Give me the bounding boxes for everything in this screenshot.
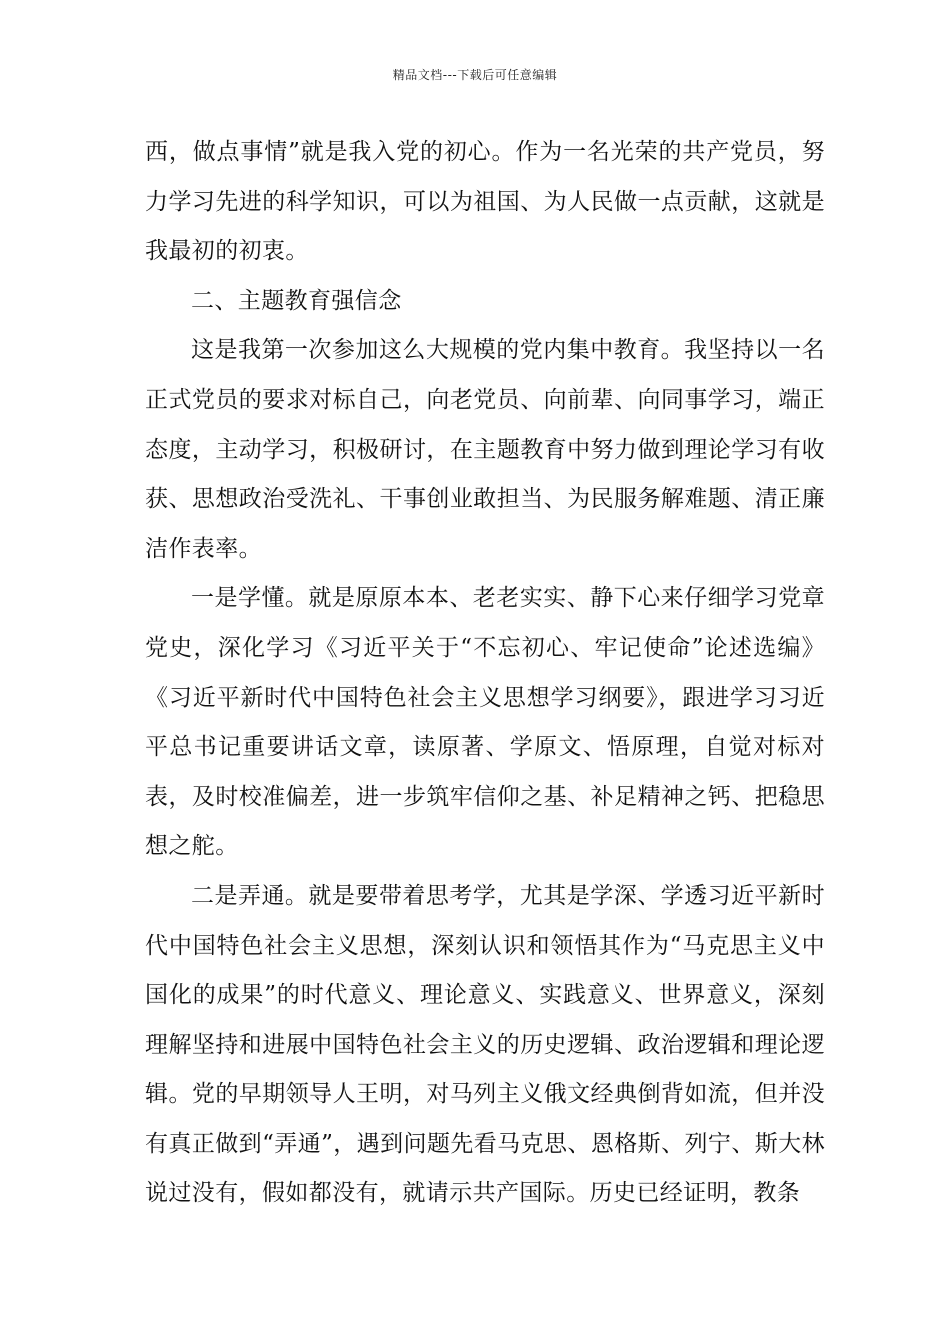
page-header: 精品文档---下载后可任意编辑 [392,68,558,82]
document-body [145,128,825,1219]
paragraph-continuation: 西，做点事情”就是我入党的初心。作为一名光荣的共产党员，努力学习先进的科学知识，可以为祖国、为人民做一点贡献，这就是我最初的初衷。 [145,139,825,265]
paragraph-point-two: 二是弄通。就是要带着思考学，尤其是学深、学透习近平新时代中国特色社会主义思想，深刻认识和领悟其作为“马克思主义中国化的成果”的时代意义、理论意义、实践意义、世界意义，深刻理解坚持和进展中国特色社会主义的历史逻辑、政治逻辑和理论逻辑。党的早期领导人王明，对马列主义俄文经典倒背如流，但并没有真正做到“弄通”，遇到问题先看马克思、恩格斯、列宁、斯大林说过没有，假如都没有，就请示共产国际。历史已经证明，教条 [145,882,825,1207]
paragraph-intro: 这是我第一次参加这么大规模的党内集中教育。我坚持以一名正式党员的要求对标自己，向老党员、向前辈、向同事学习，端正态度，主动学习，积极研讨，在主题教育中努力做到理论学习有收获、思想政治受洗礼、干事创业敢担当、为民服务解难题、清正廉洁作表率。 [145,337,825,562]
paragraph-point-one: 一是学懂。就是原原本本、老老实实、静下心来仔细学习党章党史，深化学习《习近平关于“不忘初心、牢记使命”论述选编》《习近平新时代中国特色社会主义思想学习纲要》，跟进学习习近平总书记重要讲话文章，读原著、学原文、悟原理，自觉对标对表，及时校准偏差，进一步筑牢信仰之基、补足精神之钙、把稳思想之舵。 [145,585,825,860]
section-heading: 二、主题教育强信念 [191,287,402,314]
